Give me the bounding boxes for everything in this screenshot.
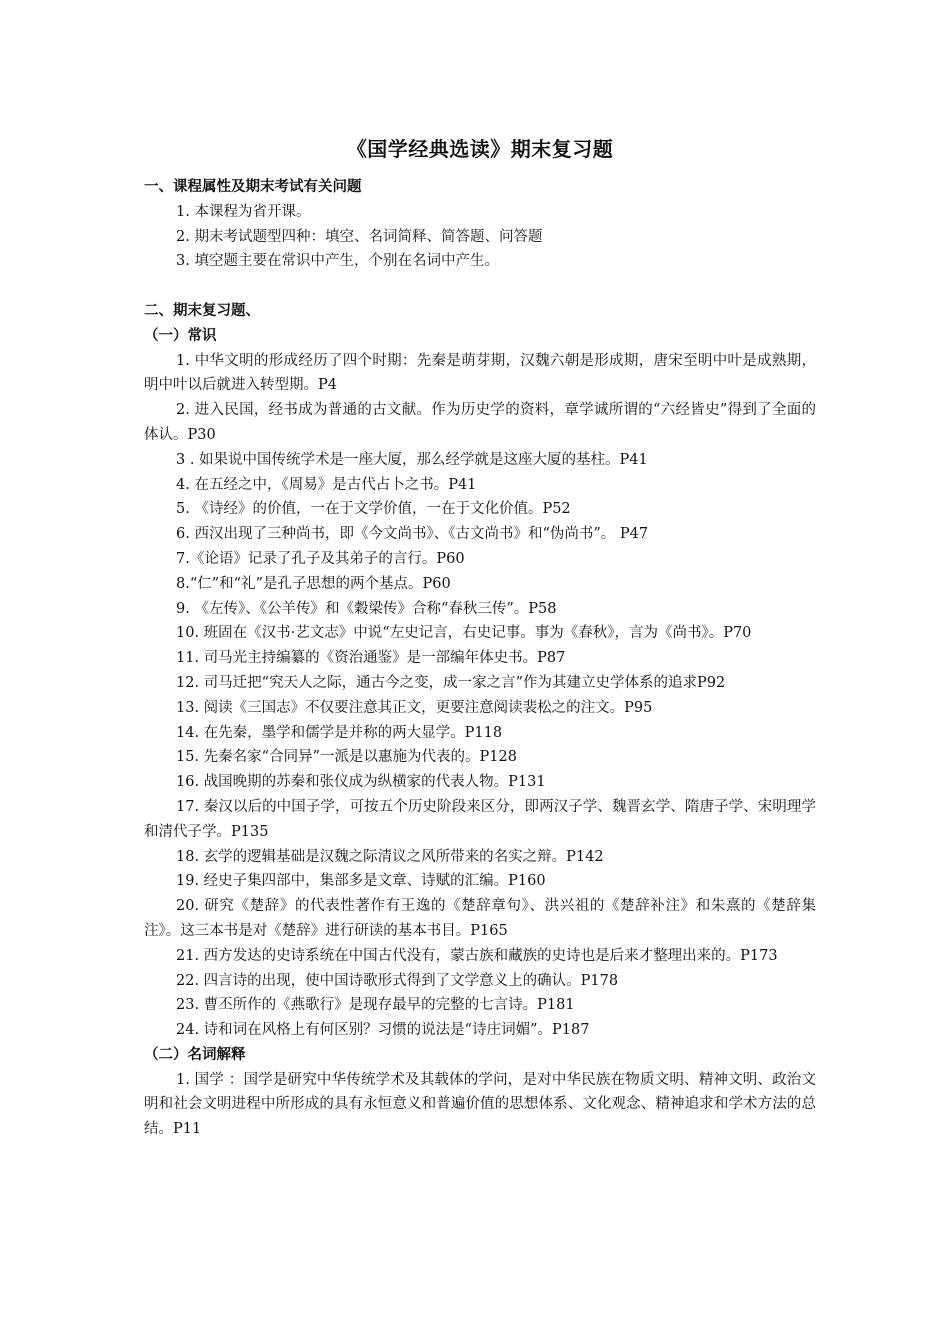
list-item: 6. 西汉出现了三种尚书，即《今文尚书》、《古文尚书》和“伪尚书”。 P47 bbox=[176, 526, 649, 543]
list-item: 14. 在先秦，墨学和儒学是并称的两大显学。P118 bbox=[176, 724, 503, 741]
subsection-common-knowledge bbox=[144, 324, 816, 1043]
list-item: 1. 中华文明的形成经历了四个时期：先秦是萌芽期，汉魏六朝是形成期，唐宋至明中叶是成熟期，明中叶以后就进入转型期。P4 bbox=[144, 352, 816, 394]
section-heading: 一、课程属性及期末考试有关问题 bbox=[144, 178, 362, 195]
section-review-questions bbox=[144, 299, 816, 1142]
list-item: 15. 先秦名家“合同异”一派是以惠施为代表的。P128 bbox=[176, 749, 517, 766]
list-item: 12. 司马迁把“究天人之际，通古今之变，成一家之言”作为其建立史学体系的追求P92 bbox=[176, 674, 726, 691]
list-item: 8.“仁”和“礼”是孔子思想的两个基点。P60 bbox=[176, 575, 451, 592]
list-item: 1. 国学 ：国学是研究中华传统学术及其载体的学问，是对中华民族在物质文明、精神文明、政治文明和社会文明进程中所形成的具有永恒意义和普遍价值的思想体系、文化观念、精神追求和学术方法的总结。P11 bbox=[144, 1071, 816, 1138]
subsection-heading: （二）名词解释 bbox=[144, 1045, 246, 1063]
list-item: 16. 战国晚期的苏秦和张仪成为纵横家的代表人物。P131 bbox=[176, 774, 546, 791]
list-item: 2. 期末考试题型四种：填空、名词简释、简答题、问答题 bbox=[176, 228, 543, 245]
list-item: 7.《论语》记录了孔子及其弟子的言行。P60 bbox=[176, 550, 465, 567]
document-page bbox=[144, 134, 816, 1142]
list-item: 18. 玄学的逻辑基础是汉魏之际清议之风所带来的名实之辩。P142 bbox=[176, 848, 604, 865]
subsection-term-explanations bbox=[144, 1043, 816, 1142]
section-heading: 二、期末复习题、 bbox=[144, 301, 260, 319]
list-item: 4. 在五经之中，《周易》是古代占卜之书。P41 bbox=[176, 476, 477, 493]
list-item: 10. 班固在《汉书·艺文志》中说“左史记言，右史记事。事为《春秋》，言为《尚书》。P70 bbox=[176, 625, 752, 642]
list-item: 5. 《诗经》的价值，一在于文学价值，一在于文化价值。P52 bbox=[176, 501, 571, 518]
list-item: 11. 司马光主持编纂的《资治通鉴》是一部编年体史书。P87 bbox=[176, 650, 566, 667]
list-item: 23. 曹丕所作的《燕歌行》是现存最早的完整的七言诗。P181 bbox=[176, 997, 575, 1014]
document-title: 《国学经典选读》期末复习题 bbox=[346, 137, 614, 161]
list-item: 22. 四言诗的出现，使中国诗歌形式得到了文学意义上的确认。P178 bbox=[176, 972, 619, 989]
list-item: 1. 本课程为省开课。 bbox=[176, 203, 311, 220]
list-item: 17. 秦汉以后的中国子学，可按五个历史阶段来区分，即两汉子学、魏晋玄学、隋唐子学、宋明理学和清代子学。P135 bbox=[144, 798, 816, 840]
list-item: 3. 填空题主要在常识中产生，个别在名词中产生。 bbox=[176, 253, 499, 270]
list-item: 20. 研究《楚辞》的代表性著作有王逸的《楚辞章句》、洪兴祖的《楚辞补注》和朱熹的《楚辞集注》。这三本书是对《楚辞》进行研读的基本书目。P165 bbox=[144, 898, 816, 939]
list-item: 21. 西方发达的史诗系统在中国古代没有，蒙古族和藏族的史诗也是后来才整理出来的。P173 bbox=[176, 947, 778, 964]
subsection-heading: （一）常识 bbox=[144, 326, 217, 344]
section-course-info bbox=[144, 175, 816, 274]
list-item: 13. 阅读《三国志》不仅要注意其正文，更要注意阅读裴松之的注文。P95 bbox=[176, 699, 653, 716]
list-item: 9. 《左传》、《公羊传》和《穀梁传》合称“春秋三传”。P58 bbox=[176, 600, 557, 617]
blank-line bbox=[144, 274, 816, 299]
list-item: 2. 进入民国，经书成为普通的古文献。作为历史学的资料，章学诚所谓的“六经皆史”得到了全面的体认。P30 bbox=[144, 402, 816, 443]
list-item: 19. 经史子集四部中，集部多是文章、诗赋的汇编。P160 bbox=[176, 873, 546, 890]
list-item: 3 . 如果说中国传统学术是一座大厦，那么经学就是这座大厦的基柱。P41 bbox=[176, 451, 648, 468]
list-item: 24. 诗和词在风格上有何区别？习惯的说法是“诗庄词媚”。P187 bbox=[176, 1022, 590, 1039]
